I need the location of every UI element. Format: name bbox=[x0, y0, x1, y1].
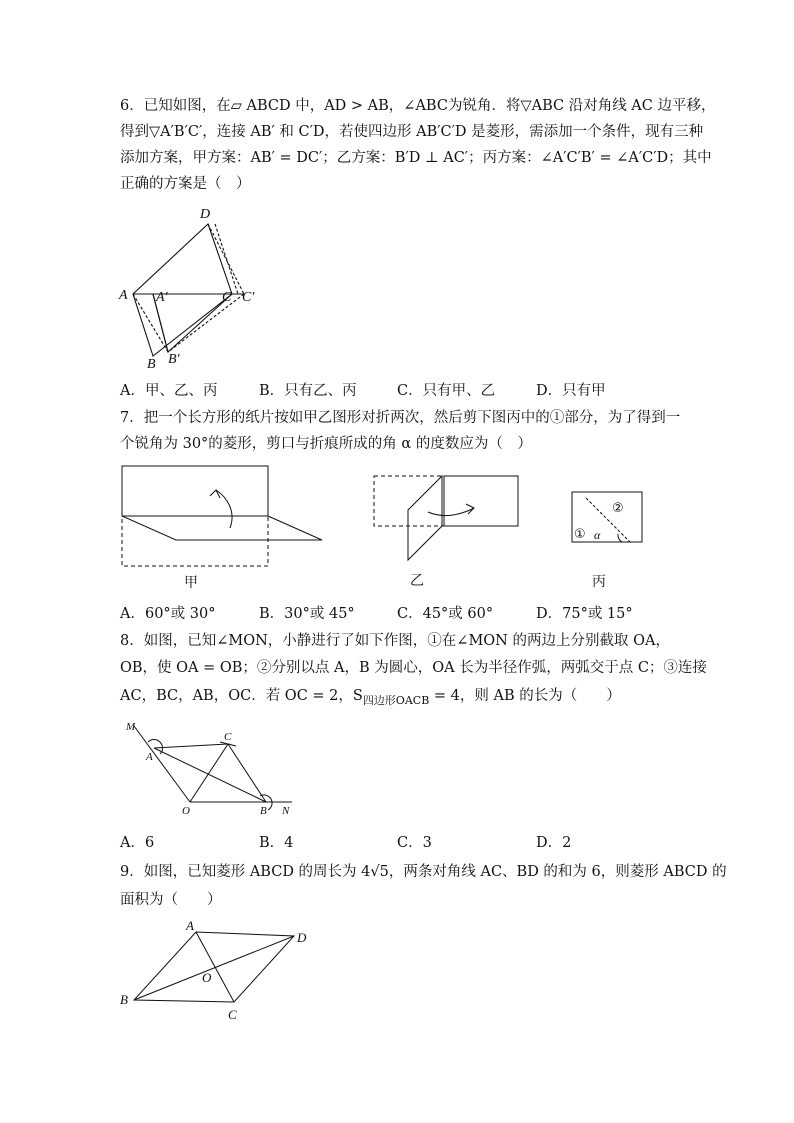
q8-text-line3 bbox=[120, 686, 621, 707]
q6-label-b: B bbox=[147, 357, 156, 372]
q7-figure-bing bbox=[568, 488, 658, 598]
q9-label-a: A bbox=[186, 918, 194, 933]
q6-option-c[interactable]: C．只有甲、乙 bbox=[397, 383, 496, 399]
q7-label-alpha: α bbox=[594, 528, 601, 542]
q6-text-line2: 得到▽A′B′C′，连接 AB′ 和 C′D，若使四边形 AB′C′D 是菱形，需添加一个条件，现有三种 bbox=[120, 124, 704, 140]
q8-option-c[interactable]: C．3 bbox=[397, 835, 432, 851]
q7-label-circle1: ① bbox=[574, 527, 586, 542]
q9-rhombus bbox=[134, 932, 294, 1002]
q8-label-n: N bbox=[282, 805, 290, 817]
q8-option-a[interactable]: A．6 bbox=[120, 835, 155, 851]
q6-label-c-prime: C′ bbox=[242, 290, 255, 305]
q7-option-c[interactable]: C．45°或 60° bbox=[397, 606, 494, 622]
q8-option-b[interactable]: B．4 bbox=[259, 835, 294, 851]
q8-label-m: M bbox=[126, 721, 136, 733]
q9-text-line1: 9．如图，已知菱形 ABCD 的周长为 4√5，两条对角线 AC、BD 的和为 6，则菱形 ABCD 的 bbox=[120, 864, 727, 880]
q6-label-a-prime: A′ bbox=[156, 290, 168, 305]
q7-text-line1: 7．把一个长方形的纸片按如甲乙图形对折两次，然后剪下图丙中的①部分，为了得到一 bbox=[120, 410, 681, 426]
q8-label-b: B bbox=[260, 805, 267, 817]
q8-text-line1: 8．如图，已知∠MON，小静进行了如下作图，①在∠MON 的两边上分别截取 OA， bbox=[120, 633, 670, 649]
q7-label-yi: 乙 bbox=[410, 573, 424, 589]
q6-figure bbox=[110, 200, 270, 370]
q8-text-line2: OB，使 OA = OB；②分别以点 A，B 为圆心，OA 长为半径作弧，两弧交于点 C；③连接 bbox=[120, 660, 707, 676]
q9-figure bbox=[116, 918, 316, 1028]
q9-label-d: D bbox=[297, 930, 307, 945]
q6-text-line4: 正确的方案是（ ） bbox=[120, 176, 251, 192]
q9-label-c: C bbox=[228, 1007, 237, 1022]
q7-label-circle2: ② bbox=[612, 501, 624, 516]
q8-text-line3-b: = 4，则 AB 的长为（ ） bbox=[429, 688, 621, 704]
q6-text-line3: 添加方案，甲方案：AB′ = DC′；乙方案：B′D ⊥ AC′；丙方案：∠A′C′B′ = ∠A′C′D；其中 bbox=[120, 150, 712, 166]
q8-label-c: C bbox=[224, 731, 232, 743]
q6-label-d: D bbox=[200, 207, 211, 222]
q7-option-d[interactable]: D．75°或 15° bbox=[536, 606, 633, 622]
q7-option-b[interactable]: B．30°或 45° bbox=[259, 606, 355, 622]
q6-label-c: C bbox=[222, 290, 232, 305]
q6-label-a: A bbox=[119, 288, 128, 303]
q6-parallelogram-abcd bbox=[133, 224, 232, 356]
q8-label-a: A bbox=[146, 751, 153, 763]
q6-label-b-prime: B′ bbox=[168, 352, 180, 367]
q9-text-line2: 面积为（ ） bbox=[120, 892, 222, 908]
q7-label-jia: 甲 bbox=[184, 575, 198, 591]
q6-option-b[interactable]: B．只有乙、丙 bbox=[259, 383, 357, 399]
q8-label-o: O bbox=[182, 805, 190, 817]
q6-text-line1: 6．已知如图，在▱ ABCD 中，AD > AB，∠ABC为锐角．将▽ABC 沿对角线 AC 边平移， bbox=[120, 98, 716, 114]
q9-label-o: O bbox=[202, 970, 212, 985]
q9-label-b: B bbox=[120, 992, 128, 1007]
q8-option-d[interactable]: D．2 bbox=[536, 835, 572, 851]
q6-option-a[interactable]: A．甲、乙、丙 bbox=[120, 383, 218, 399]
q8-text-line3-a: AC，BC，AB，OC．若 OC = 2，S bbox=[120, 688, 363, 704]
q6-option-d[interactable]: D．只有甲 bbox=[536, 383, 606, 399]
q7-figure-yi bbox=[370, 470, 530, 600]
q8-text-subscript: 四边形OACB bbox=[362, 694, 430, 707]
q7-option-a[interactable]: A．60°或 30° bbox=[120, 606, 216, 622]
q7-text-line2: 个锐角为 30°的菱形，剪口与折痕所成的角 α 的度数应为（ ） bbox=[120, 436, 532, 452]
q8-figure bbox=[120, 720, 300, 820]
q7-figure-jia bbox=[118, 462, 328, 592]
q7-label-bing: 丙 bbox=[592, 574, 606, 590]
